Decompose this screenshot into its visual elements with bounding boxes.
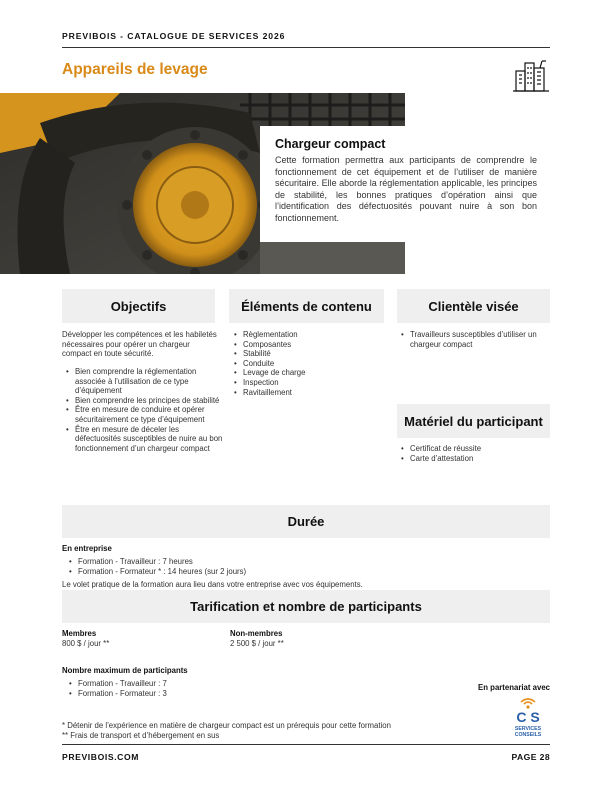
partner-label: En partenariat avec xyxy=(478,683,550,692)
contenu-list xyxy=(230,330,393,397)
list-item: • Travailleurs susceptibles d’utiliser un chargeur compact xyxy=(410,330,562,349)
partner-logo xyxy=(507,697,549,739)
duree-list xyxy=(62,557,478,576)
list-item: • Ravitaillement xyxy=(243,388,393,398)
objectifs-heading: Objectifs xyxy=(62,289,215,323)
header-title: PREVIBOIS - CATALOGUE DE SERVICES 2026 xyxy=(62,31,286,41)
course-description: Cette formation permettra aux participants de comprendre le fonctionnement de cet équipement et de l’utiliser de manière sécuritaire. Elle aborde la réglementation applicable, les principes de stabilité, les bonnes pratiques d’opération ainsi que l’identification des défectuosités pouvant nuire à son bon fonctionnement. xyxy=(275,155,537,223)
list-item: • Formation - Formateur * : 14 heures (sur 2 jours) xyxy=(78,567,478,577)
list-item: • Composantes xyxy=(243,340,393,350)
hero-description-card xyxy=(260,126,538,242)
footnote-2: ** Frais de transport et d’hébergement en sus xyxy=(62,731,220,740)
list-item: • Formation - Travailleur : 7 xyxy=(78,679,378,689)
clientele-list xyxy=(397,330,562,349)
duree-heading: Durée xyxy=(62,505,550,538)
list-item: • Être en mesure de conduire et opérer sécuritairement ce type d’équipement xyxy=(75,405,227,424)
materiel-list xyxy=(397,444,562,463)
list-item: • Carte d’attestation xyxy=(410,454,562,464)
list-item: • Conduite xyxy=(243,359,393,369)
clientele-heading: Clientèle visée xyxy=(397,289,550,323)
list-item: • Bien comprendre les principes de stabilité xyxy=(75,396,227,406)
footnote-1: * Détenir de l’expérience en matière de chargeur compact est un prérequis pour cette formation xyxy=(62,721,391,730)
list-item: • Bien comprendre la réglementation associée à l’utilisation de ce type d’équipement xyxy=(75,367,227,396)
list-item: • Formation - Formateur : 3 xyxy=(78,689,378,699)
list-item: • Stabilité xyxy=(243,349,393,359)
list-item: • Être en mesure de déceler les défectuosités susceptibles de nuire au bon fonctionnement d’un chargeur compact xyxy=(75,425,227,454)
logo-subtitle-2: CONSEILS xyxy=(514,732,542,738)
duree-subtitle: En entreprise xyxy=(62,544,112,553)
page-number: PAGE 28 xyxy=(511,752,550,762)
list-item: • Règlementation xyxy=(243,330,393,340)
materiel-heading: Matériel du participant xyxy=(397,404,550,438)
duree-note: Le volet pratique de la formation aura lieu dans votre entreprise avec vos équipements. xyxy=(62,580,363,589)
footer-divider xyxy=(62,744,550,745)
tarification-heading: Tarification et nombre de participants xyxy=(62,590,550,623)
list-item: • Formation - Travailleur : 7 heures xyxy=(78,557,478,567)
non-membres-price: 2 500 $ / jour ** xyxy=(230,639,284,648)
course-title: Chargeur compact xyxy=(275,137,386,151)
header-divider xyxy=(62,47,550,48)
max-participants-list xyxy=(62,679,378,698)
max-participants-label: Nombre maximum de participants xyxy=(62,666,188,675)
membres-price: 800 $ / jour ** xyxy=(62,639,110,648)
logo-subtitle-1: SERVICES xyxy=(514,726,542,732)
objectifs-intro: Développer les compétences et les habiletés nécessaires pour opérer un chargeur compact en toute sécurité. xyxy=(62,330,217,359)
list-item: • Levage de charge xyxy=(243,368,393,378)
contenu-heading: Éléments de contenu xyxy=(229,289,384,323)
list-item: • Inspection xyxy=(243,378,393,388)
list-item: • Certificat de réussite xyxy=(410,444,562,454)
footer-website: PREVIBOIS.COM xyxy=(62,752,140,762)
membres-label: Membres xyxy=(62,629,97,638)
non-membres-label: Non-membres xyxy=(230,629,283,638)
building-icon xyxy=(512,59,550,93)
logo-letters: C S xyxy=(516,709,540,725)
objectifs-list xyxy=(62,367,227,453)
section-title: Appareils de levage xyxy=(62,61,208,78)
